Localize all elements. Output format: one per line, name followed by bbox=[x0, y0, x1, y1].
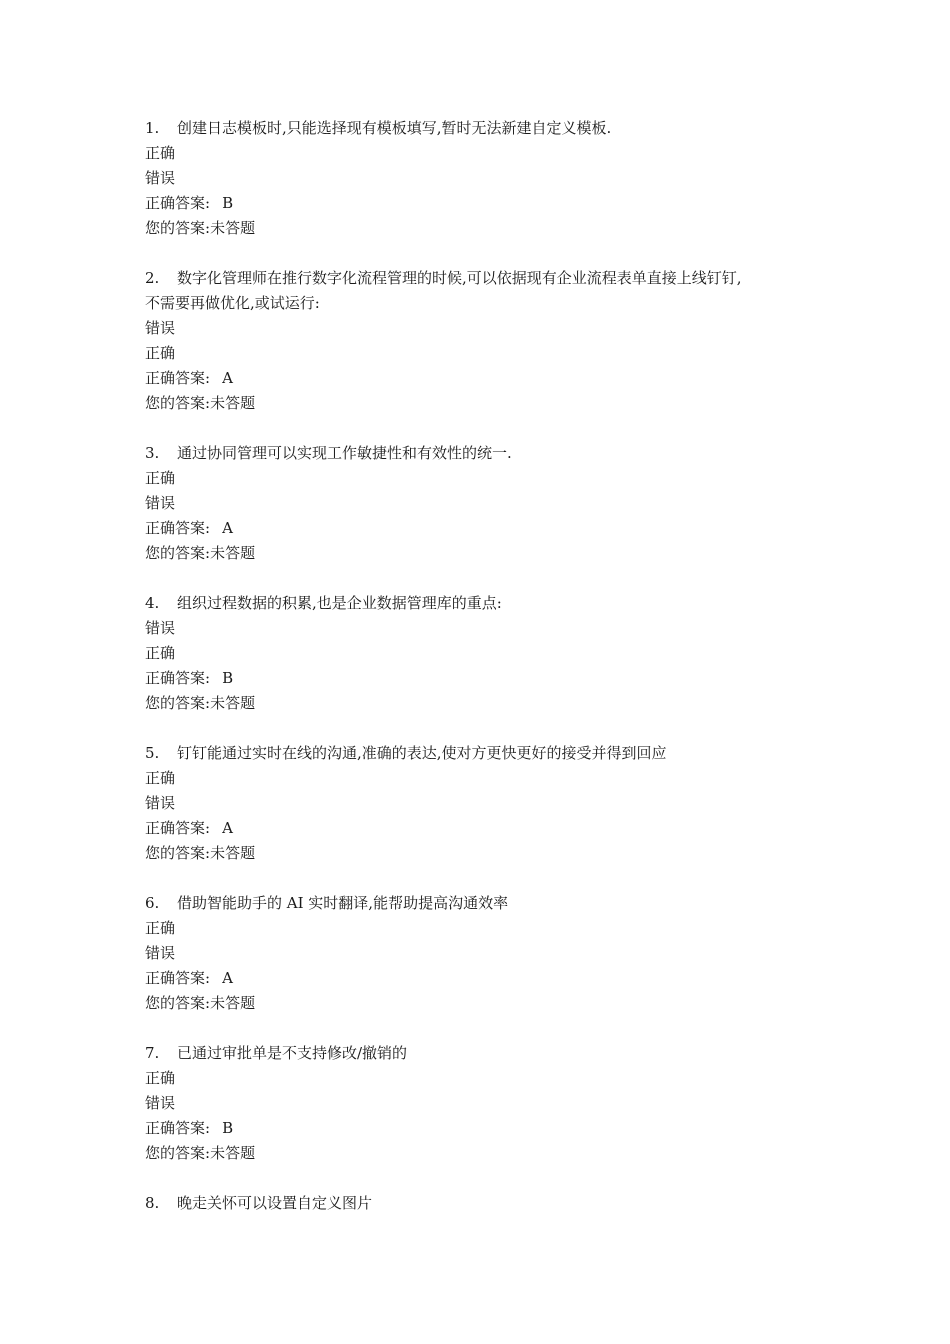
your-answer-value: 未答题 bbox=[210, 994, 256, 1012]
option-b: 错误 bbox=[145, 1094, 176, 1112]
your-answer-value: 未答题 bbox=[210, 844, 256, 862]
your-answer-row bbox=[145, 841, 825, 866]
question-number: 2. bbox=[145, 269, 160, 287]
question-number: 5. bbox=[145, 744, 160, 762]
question-text: 通过协同管理可以实现工作敏捷性和有效性的统一. bbox=[177, 444, 512, 462]
correct-answer-value: B bbox=[222, 194, 234, 212]
your-answer-row bbox=[145, 691, 825, 716]
your-answer-row bbox=[145, 991, 825, 1016]
question-number: 3. bbox=[145, 444, 160, 462]
your-answer-row bbox=[145, 1141, 825, 1166]
question-text: 创建日志模板时,只能选择现有模板填写,暂时无法新建自定义模板. bbox=[177, 119, 612, 137]
correct-answer-label: 正确答案: bbox=[145, 519, 211, 537]
correct-answer-value: A bbox=[222, 519, 233, 537]
question-stem bbox=[145, 116, 825, 141]
question-stem bbox=[145, 1041, 825, 1066]
question-text: 借助智能助手的 AI 实时翻译,能帮助提高沟通效率 bbox=[177, 894, 509, 912]
question-3 bbox=[145, 441, 825, 566]
question-number: 7. bbox=[145, 1044, 160, 1062]
question-stem bbox=[145, 1191, 825, 1216]
your-answer-value: 未答题 bbox=[210, 1144, 256, 1162]
correct-answer-row bbox=[145, 816, 825, 841]
correct-answer-value: B bbox=[222, 669, 234, 687]
correct-answer-row bbox=[145, 516, 825, 541]
question-4 bbox=[145, 591, 825, 716]
correct-answer-row bbox=[145, 966, 825, 991]
your-answer-label: 您的答案: bbox=[145, 1144, 211, 1162]
option-b: 错误 bbox=[145, 794, 176, 812]
your-answer-value: 未答题 bbox=[210, 694, 256, 712]
option-a: 正确 bbox=[145, 769, 176, 787]
question-1 bbox=[145, 116, 825, 241]
question-stem bbox=[145, 741, 825, 766]
question-number: 1. bbox=[145, 119, 160, 137]
your-answer-row bbox=[145, 541, 825, 566]
your-answer-row bbox=[145, 216, 825, 241]
correct-answer-value: A bbox=[222, 819, 233, 837]
correct-answer-label: 正确答案: bbox=[145, 194, 211, 212]
correct-answer-value: B bbox=[222, 1119, 234, 1137]
correct-answer-row bbox=[145, 1116, 825, 1141]
your-answer-label: 您的答案: bbox=[145, 219, 211, 237]
your-answer-label: 您的答案: bbox=[145, 844, 211, 862]
your-answer-label: 您的答案: bbox=[145, 994, 211, 1012]
question-stem bbox=[145, 591, 825, 616]
correct-answer-label: 正确答案: bbox=[145, 669, 211, 687]
your-answer-value: 未答题 bbox=[210, 219, 256, 237]
option-a: 正确 bbox=[145, 919, 176, 937]
question-7 bbox=[145, 1041, 825, 1166]
correct-answer-label: 正确答案: bbox=[145, 369, 211, 387]
correct-answer-value: A bbox=[222, 369, 233, 387]
question-5 bbox=[145, 741, 825, 866]
quiz-document bbox=[145, 116, 825, 1241]
question-text: 晚走关怀可以设置自定义图片 bbox=[177, 1194, 373, 1212]
correct-answer-label: 正确答案: bbox=[145, 819, 211, 837]
option-a: 错误 bbox=[145, 619, 176, 637]
option-b: 错误 bbox=[145, 944, 176, 962]
option-b: 正确 bbox=[145, 644, 176, 662]
question-8 bbox=[145, 1191, 825, 1216]
question-text: 数字化管理师在推行数字化流程管理的时候,可以依据现有企业流程表单直接上线钉钉, bbox=[177, 269, 742, 287]
question-stem bbox=[145, 266, 825, 291]
question-text-continued: 不需要再做优化,或试运行: bbox=[145, 294, 320, 312]
question-stem bbox=[145, 441, 825, 466]
question-text: 已通过审批单是不支持修改/撤销的 bbox=[177, 1044, 408, 1062]
your-answer-label: 您的答案: bbox=[145, 394, 211, 412]
your-answer-value: 未答题 bbox=[210, 544, 256, 562]
question-6 bbox=[145, 891, 825, 1016]
correct-answer-label: 正确答案: bbox=[145, 1119, 211, 1137]
question-stem bbox=[145, 891, 825, 916]
question-text: 钉钉能通过实时在线的沟通,准确的表达,使对方更快更好的接受并得到回应 bbox=[177, 744, 667, 762]
question-text: 组织过程数据的积累,也是企业数据管理库的重点: bbox=[177, 594, 502, 612]
question-number: 6. bbox=[145, 894, 160, 912]
option-a: 正确 bbox=[145, 469, 176, 487]
option-b: 错误 bbox=[145, 169, 176, 187]
question-number: 8. bbox=[145, 1194, 160, 1212]
your-answer-row bbox=[145, 391, 825, 416]
question-number: 4. bbox=[145, 594, 160, 612]
your-answer-value: 未答题 bbox=[210, 394, 256, 412]
correct-answer-row bbox=[145, 366, 825, 391]
option-b: 正确 bbox=[145, 344, 176, 362]
correct-answer-value: A bbox=[222, 969, 233, 987]
option-a: 正确 bbox=[145, 1069, 176, 1087]
correct-answer-row bbox=[145, 191, 825, 216]
correct-answer-row bbox=[145, 666, 825, 691]
option-a: 错误 bbox=[145, 319, 176, 337]
question-2 bbox=[145, 266, 825, 416]
your-answer-label: 您的答案: bbox=[145, 694, 211, 712]
option-b: 错误 bbox=[145, 494, 176, 512]
your-answer-label: 您的答案: bbox=[145, 544, 211, 562]
option-a: 正确 bbox=[145, 144, 176, 162]
correct-answer-label: 正确答案: bbox=[145, 969, 211, 987]
